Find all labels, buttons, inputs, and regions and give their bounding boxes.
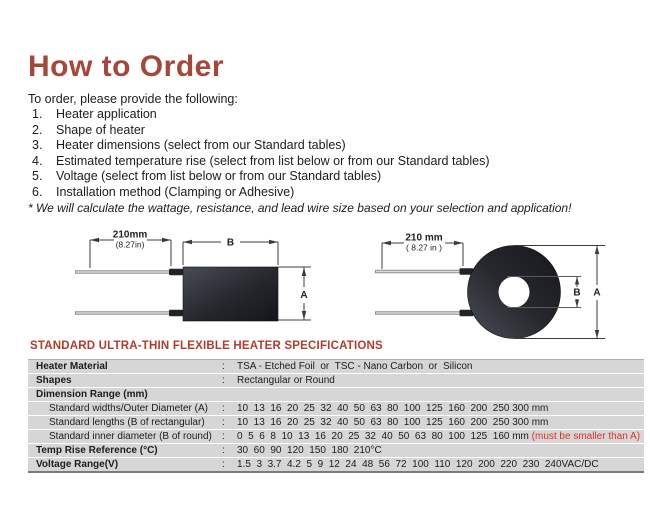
row-value <box>237 402 644 415</box>
dim-width-inch-label: ( 8.27 in ) <box>406 242 442 253</box>
ring-hole <box>499 277 530 308</box>
list-item-text: Installation method (Clamping or Adhesive) <box>56 184 295 199</box>
row-label: Dimension Range (mm) <box>36 389 148 400</box>
row-value-text: 30 60 90 120 150 180 210°C <box>237 445 382 456</box>
row-value <box>237 374 644 387</box>
row-value-text: 1.5 3 3.7 4.2 5 9 12 24 48 56 72 100 110 120 200 220 230 240VAC/DC <box>237 459 599 470</box>
row-value-text: Rectangular or Round <box>237 375 335 386</box>
table-row <box>28 360 644 374</box>
round-heater-diagram <box>360 228 650 345</box>
list-item <box>28 123 490 139</box>
list-item <box>28 185 490 201</box>
row-colon: : <box>222 417 225 428</box>
row-colon: : <box>222 431 225 442</box>
arrowhead <box>90 238 99 242</box>
list-item-text: Shape of heater <box>56 122 145 137</box>
row-label: Standard widths/Outer Diameter (A) <box>49 403 208 414</box>
list-item-number: 1. <box>32 107 43 121</box>
arrowhead <box>302 267 306 276</box>
row-label: Heater Material <box>36 361 108 372</box>
lead-wires <box>75 269 183 316</box>
list-item <box>28 138 490 154</box>
list-item-text: Heater dimensions (select from our Standard tables) <box>56 138 346 152</box>
row-label: Shapes <box>36 375 72 386</box>
row-value-text: 10 13 16 20 25 32 40 50 63 80 100 125 160 200 250 300 mm <box>237 403 549 414</box>
table-row <box>28 416 644 430</box>
table-row <box>28 374 644 388</box>
table-row <box>28 402 644 416</box>
wire-ferrule <box>169 269 183 275</box>
list-item-text: Voltage (select from list below or from our Standard tables) <box>56 169 382 183</box>
table-row <box>28 388 644 402</box>
list-item-number: 2. <box>32 122 43 137</box>
arrowhead <box>575 277 579 285</box>
dim-b-label: B <box>573 287 581 299</box>
arrowhead <box>595 330 599 339</box>
specs-heading: STANDARD ULTRA-THIN FLEXIBLE HEATER SPECIFICATIONS <box>30 340 383 352</box>
dim-width-label: 210mm <box>112 229 148 241</box>
dim-width-label: 210 mm <box>405 232 443 244</box>
arrowhead <box>302 311 306 320</box>
arrowhead <box>269 240 278 244</box>
arrowhead <box>382 241 391 245</box>
heater-rectangle <box>183 267 278 321</box>
list-item-number: 4. <box>32 153 43 168</box>
footnote: * We will calculate the wattage, resistance, and lead wire size based on your selection and application! <box>28 201 572 215</box>
list-item <box>28 154 490 170</box>
dim-a-label: A <box>300 290 308 301</box>
row-value <box>237 360 644 373</box>
table-row <box>28 444 644 458</box>
list-item <box>28 169 490 185</box>
list-item-number: 6. <box>32 184 43 199</box>
row-value-text: 10 13 16 20 25 32 40 50 63 80 100 125 160 200 250 300 mm <box>237 417 549 428</box>
row-label: Standard lengths (B of rectangular) <box>49 417 205 428</box>
row-colon: : <box>222 403 225 414</box>
intro-text: To order, please provide the following: <box>28 92 238 106</box>
row-value <box>237 430 644 443</box>
row-label: Voltage Range(V) <box>36 459 119 470</box>
dim-b-label: B <box>226 237 235 249</box>
row-value <box>237 458 644 471</box>
row-value <box>237 444 644 457</box>
row-colon: : <box>222 445 225 456</box>
list-item-text: Estimated temperature rise (select from list below or from our Standard tables) <box>56 153 490 168</box>
table-row <box>28 458 644 471</box>
dim-width-inch-label: (8.27in) <box>115 239 145 250</box>
arrowhead <box>454 241 463 245</box>
lead-wires <box>375 268 474 316</box>
list-item-number: 5. <box>32 169 43 183</box>
order-list <box>28 107 490 200</box>
arrowhead <box>183 240 192 244</box>
arrowhead <box>162 238 171 242</box>
table-row <box>28 430 644 444</box>
specs-table <box>28 359 644 473</box>
row-warning-text: (must be smaller than A) <box>531 431 641 442</box>
row-value-text: 0 5 6 8 10 13 16 20 25 32 40 50 63 80 100 125 160 mm <box>237 431 532 442</box>
list-item <box>28 107 490 123</box>
row-colon: : <box>222 459 225 470</box>
arrowhead <box>575 300 579 308</box>
row-colon: : <box>222 375 225 386</box>
list-item-text: Heater application <box>56 107 157 121</box>
wire-ferrule <box>169 310 183 316</box>
rectangular-heater-diagram <box>58 228 328 345</box>
dim-a-label: A <box>593 287 601 299</box>
row-label: Standard inner diameter (B of round) <box>49 431 212 442</box>
row-value <box>237 416 644 429</box>
row-colon: : <box>222 361 225 372</box>
row-label: Temp Rise Reference (°C) <box>36 445 158 456</box>
list-item-number: 3. <box>32 138 43 152</box>
page-title: How to Order <box>28 50 225 83</box>
arrowhead <box>595 246 599 255</box>
row-value-text: TSA - Etched Foil or TSC - Nano Carbon or Silicon <box>237 361 473 372</box>
